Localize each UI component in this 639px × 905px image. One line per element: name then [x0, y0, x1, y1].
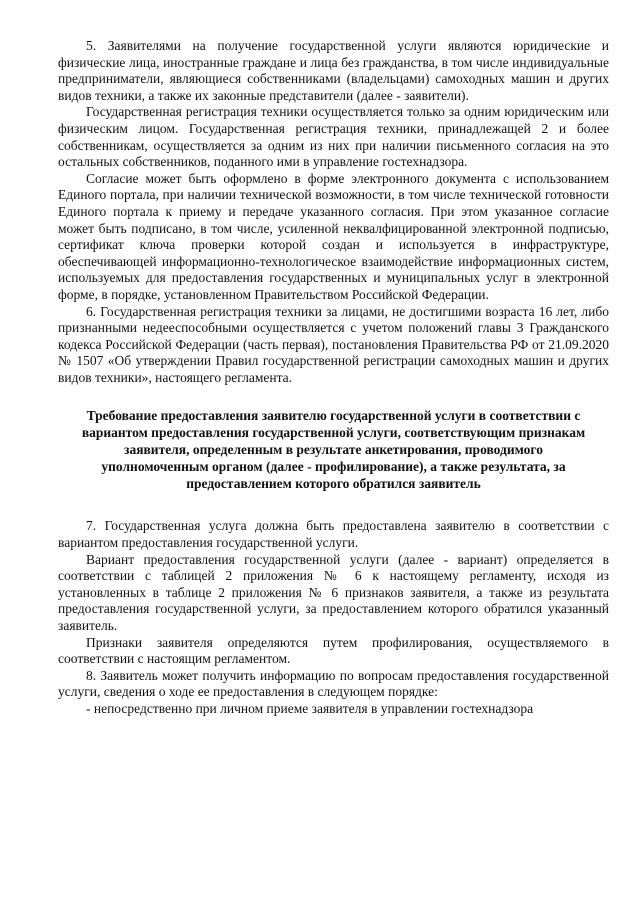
paragraph-5: 5. Заявителями на получение государственной услуги являются юридические и физические лица, иностранные граждане и лица без гражданства, в том числе индивидуальные предприниматели, являющиеся собственниками (владельцами) самоходных машин и других видов техники, а также их законные представители (далее - заявители). [58, 38, 609, 103]
list-item-personal-reception: - непосредственно при личном приеме заявителя в управлении гостехнадзора [86, 700, 534, 716]
paragraph-variant: Вариант предоставления государственной услуги (далее - вариант) определяется в соответствии с таблицей 2 приложения № 6 к настоящему регламенту, исходя из установленных в таблице 2 приложения № 6 признаков заявителя, а также из результата предоставления государственной услуги, за предоставлением которого обратился указанный заявитель. [58, 551, 609, 634]
paragraph-registration: Государственная регистрация техники осуществляется только за одним юридическим или физическим лицом. Государственная регистрация техники, принадлежащей 2 и более собственникам, осуществляется за одним из них при наличии письменного согласия на это остальных собственников, поданного ими в управление гостехнадзора. [58, 104, 609, 170]
paragraph-consent: Согласие может быть оформлено в форме электронного документа с использованием Единого портала, при наличии технической возможности, в том числе технической готовности Единого портала к приему и передаче указанного согласия. При этом указанное согласие может быть подписано, в том числе, усиленной неквалфицированной электронной подписью, сертификат ключа проверки которой создан и используется в инфраструктуре, обеспечивающей информационно-технологическое взаимодействие информационных систем, используемых для предоставления государственных и муниципальных услуг в электронной форме, в порядке, установленном Правительством Российской Федерации. [58, 170, 609, 302]
paragraph-criteria: Признаки заявителя определяются путем профилирования, осуществляемого в соответствии с настоящим регламентом. [58, 634, 609, 667]
paragraph-7: 7. Государственная услуга должна быть предоставлена заявителю в соответствии с вариантом предоставления государственной услуги. [58, 518, 609, 551]
section-heading: Требование предоставления заявителю государственной услуги в соответствии с вариантом предоставления государственной услуги, соответствующим признакам заявителя, определенным в результате анкетирования, проводимого уполномоченным органом (далее - профилирование), а также результата, за предоставлением которого обратился заявитель [81, 408, 586, 491]
paragraph-8: 8. Заявитель может получить информацию по вопросам предоставления государственной услуги, сведения о ходе ее предоставления в следующем порядке: [58, 667, 609, 700]
paragraph-6: 6. Государственная регистрация техники за лицами, не достигшими возраста 16 лет, либо признанными недееспособными осуществляется с учетом положений главы 3 Гражданского кодекса Российской Федерации (часть первая), постановления Правительства РФ от 21.09.2020 № 1507 «Об утверждении Правил государственной регистрации самоходных машин и других видов техники», настоящего регламента. [58, 303, 609, 385]
